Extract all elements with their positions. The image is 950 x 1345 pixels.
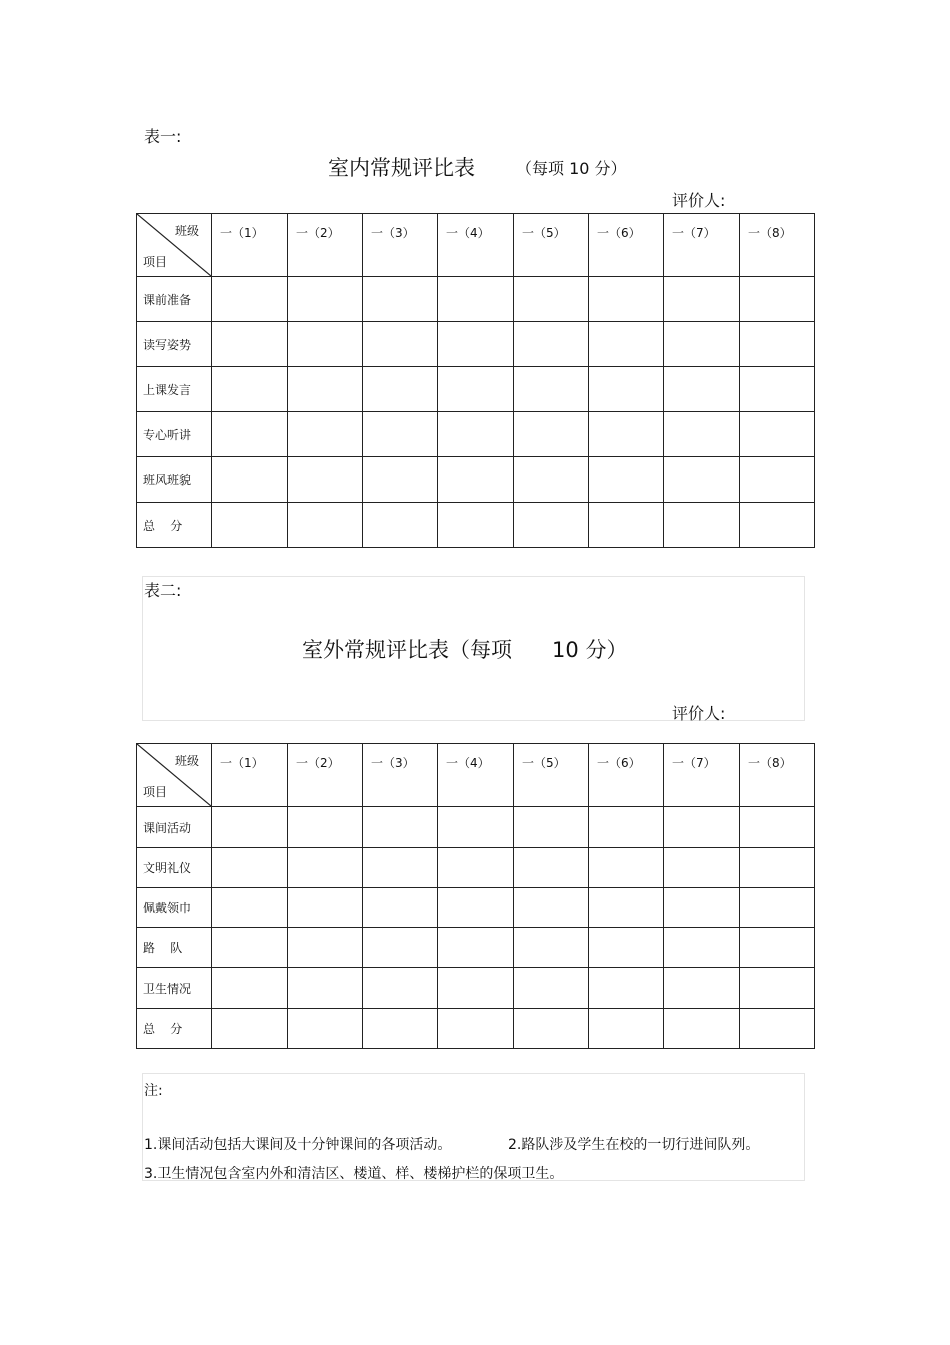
row-item-label: 卫生情况	[137, 968, 212, 1009]
corner-header-cell	[137, 214, 212, 277]
table-row	[137, 968, 815, 1009]
score-cell[interactable]	[740, 277, 815, 322]
score-cell[interactable]	[514, 367, 589, 412]
score-cell[interactable]	[363, 367, 438, 412]
score-cell[interactable]	[363, 888, 438, 928]
score-cell[interactable]	[288, 968, 363, 1009]
row-item-label: 班风班貌	[137, 457, 212, 503]
score-cell[interactable]	[288, 503, 363, 548]
corner-class-label: 班级	[174, 754, 199, 768]
table1-rater-label: 评价人:	[672, 191, 726, 210]
class-column-header: 一（3）	[363, 214, 438, 277]
class-column-header: 一（5）	[514, 744, 589, 807]
score-cell[interactable]	[212, 807, 288, 848]
score-cell[interactable]	[438, 412, 514, 457]
score-cell[interactable]	[589, 503, 664, 548]
score-cell[interactable]	[438, 367, 514, 412]
score-cell[interactable]	[740, 888, 815, 928]
score-cell[interactable]	[288, 888, 363, 928]
score-cell[interactable]	[438, 807, 514, 848]
score-cell[interactable]	[664, 928, 740, 968]
score-cell[interactable]	[589, 848, 664, 888]
score-cell[interactable]	[288, 928, 363, 968]
score-cell[interactable]	[664, 412, 740, 457]
score-cell[interactable]	[664, 322, 740, 367]
score-cell[interactable]	[212, 277, 288, 322]
score-cell[interactable]	[664, 503, 740, 548]
score-cell[interactable]	[514, 277, 589, 322]
class-column-header: 一（1）	[212, 214, 288, 277]
score-cell[interactable]	[589, 322, 664, 367]
score-cell[interactable]	[363, 503, 438, 548]
score-cell[interactable]	[438, 848, 514, 888]
score-cell[interactable]	[363, 848, 438, 888]
row-item-label: 课间活动	[137, 807, 212, 848]
table2-label: 表二:	[144, 581, 182, 600]
score-cell[interactable]	[664, 277, 740, 322]
score-cell[interactable]	[212, 968, 288, 1009]
row-item-label: 总 分	[137, 503, 212, 548]
table-row	[137, 848, 815, 888]
outdoor-evaluation-table	[136, 743, 815, 1049]
row-item-label: 专心听讲	[137, 412, 212, 457]
class-column-header: 一（4）	[438, 214, 514, 277]
corner-item-label: 项目	[143, 255, 168, 269]
table1-label: 表一:	[144, 127, 182, 146]
class-column-header: 一（6）	[589, 744, 664, 807]
score-cell[interactable]	[514, 928, 589, 968]
table-row	[137, 322, 815, 367]
row-item-label: 上课发言	[137, 367, 212, 412]
score-cell[interactable]	[589, 367, 664, 412]
score-cell[interactable]	[363, 457, 438, 503]
score-cell[interactable]	[288, 412, 363, 457]
score-cell[interactable]	[740, 367, 815, 412]
table-row	[137, 412, 815, 457]
note-item-3: 3.卫生情况包含室内外和清洁区、楼道、样、楼梯护栏的保项卫生。	[144, 1166, 564, 1182]
class-column-header: 一（3）	[363, 744, 438, 807]
score-cell[interactable]	[589, 412, 664, 457]
score-cell[interactable]	[514, 968, 589, 1009]
class-column-header: 一（1）	[212, 744, 288, 807]
class-column-header: 一（8）	[740, 214, 815, 277]
score-cell[interactable]	[664, 968, 740, 1009]
score-cell[interactable]	[740, 503, 815, 548]
score-cell[interactable]	[740, 412, 815, 457]
score-cell[interactable]	[514, 322, 589, 367]
table-row	[137, 928, 815, 968]
score-cell[interactable]	[363, 1009, 438, 1049]
score-cell[interactable]	[288, 848, 363, 888]
table1-subtitle: （每项 10 分）	[516, 159, 627, 178]
score-cell[interactable]	[740, 457, 815, 503]
score-cell[interactable]	[514, 1009, 589, 1049]
table-row	[137, 367, 815, 412]
score-cell[interactable]	[589, 968, 664, 1009]
score-cell[interactable]	[589, 457, 664, 503]
row-item-label: 课前准备	[137, 277, 212, 322]
score-cell[interactable]	[438, 322, 514, 367]
notes-label: 注:	[144, 1083, 163, 1099]
class-column-header: 一（7）	[664, 214, 740, 277]
score-cell[interactable]	[212, 457, 288, 503]
score-cell[interactable]	[438, 1009, 514, 1049]
score-cell[interactable]	[740, 1009, 815, 1049]
score-cell[interactable]	[438, 968, 514, 1009]
score-cell[interactable]	[664, 367, 740, 412]
score-cell[interactable]	[438, 503, 514, 548]
score-cell[interactable]	[664, 807, 740, 848]
class-column-header: 一（2）	[288, 214, 363, 277]
class-column-header: 一（2）	[288, 744, 363, 807]
score-cell[interactable]	[514, 848, 589, 888]
class-column-header: 一（6）	[589, 214, 664, 277]
score-cell[interactable]	[212, 322, 288, 367]
score-cell[interactable]	[438, 457, 514, 503]
score-cell[interactable]	[514, 412, 589, 457]
table-row	[137, 277, 815, 322]
score-cell[interactable]	[288, 1009, 363, 1049]
corner-item-label: 项目	[143, 785, 168, 799]
score-cell[interactable]	[288, 277, 363, 322]
score-cell[interactable]	[212, 503, 288, 548]
row-item-label: 总 分	[137, 1009, 212, 1049]
score-cell[interactable]	[363, 277, 438, 322]
class-column-header: 一（8）	[740, 744, 815, 807]
note-item-2: 2.路队涉及学生在校的一切行进间队列。	[508, 1137, 760, 1153]
class-column-header: 一（5）	[514, 214, 589, 277]
score-cell[interactable]	[288, 367, 363, 412]
row-item-label: 读写姿势	[137, 322, 212, 367]
table2-title: 室外常规评比表（每项 10 分）	[302, 638, 628, 662]
score-cell[interactable]	[212, 1009, 288, 1049]
score-cell[interactable]	[212, 367, 288, 412]
class-column-header: 一（4）	[438, 744, 514, 807]
row-item-label: 佩戴领巾	[137, 888, 212, 928]
score-cell[interactable]	[363, 928, 438, 968]
score-cell[interactable]	[363, 322, 438, 367]
score-cell[interactable]	[363, 412, 438, 457]
row-item-label: 文明礼仪	[137, 848, 212, 888]
score-cell[interactable]	[363, 807, 438, 848]
score-cell[interactable]	[514, 888, 589, 928]
score-cell[interactable]	[664, 1009, 740, 1049]
score-cell[interactable]	[740, 928, 815, 968]
score-cell[interactable]	[664, 848, 740, 888]
score-cell[interactable]	[589, 807, 664, 848]
score-cell[interactable]	[589, 1009, 664, 1049]
score-cell[interactable]	[438, 277, 514, 322]
score-cell[interactable]	[212, 928, 288, 968]
score-cell[interactable]	[740, 807, 815, 848]
table2-rater-label: 评价人:	[672, 704, 726, 723]
score-cell[interactable]	[288, 457, 363, 503]
score-cell[interactable]	[514, 807, 589, 848]
corner-header-cell	[137, 744, 212, 807]
score-cell[interactable]	[740, 848, 815, 888]
score-cell[interactable]	[212, 848, 288, 888]
table-row	[137, 1009, 815, 1049]
score-cell[interactable]	[740, 322, 815, 367]
score-cell[interactable]	[589, 277, 664, 322]
score-cell[interactable]	[212, 888, 288, 928]
score-cell[interactable]	[589, 928, 664, 968]
score-cell[interactable]	[438, 888, 514, 928]
score-cell[interactable]	[514, 457, 589, 503]
score-cell[interactable]	[288, 807, 363, 848]
score-cell[interactable]	[664, 888, 740, 928]
score-cell[interactable]	[212, 412, 288, 457]
table-row	[137, 807, 815, 848]
note-item-1: 1.课间活动包括大课间及十分钟课间的各项活动。	[144, 1137, 452, 1153]
corner-class-label: 班级	[174, 224, 199, 238]
table-row	[137, 888, 815, 928]
indoor-evaluation-table	[136, 213, 815, 548]
score-cell[interactable]	[664, 457, 740, 503]
score-cell[interactable]	[740, 968, 815, 1009]
row-item-label: 路 队	[137, 928, 212, 968]
score-cell[interactable]	[363, 968, 438, 1009]
score-cell[interactable]	[514, 503, 589, 548]
table-row	[137, 503, 815, 548]
table1-title: 室内常规评比表	[328, 156, 475, 180]
score-cell[interactable]	[438, 928, 514, 968]
table-row	[137, 457, 815, 503]
score-cell[interactable]	[589, 888, 664, 928]
score-cell[interactable]	[288, 322, 363, 367]
class-column-header: 一（7）	[664, 744, 740, 807]
